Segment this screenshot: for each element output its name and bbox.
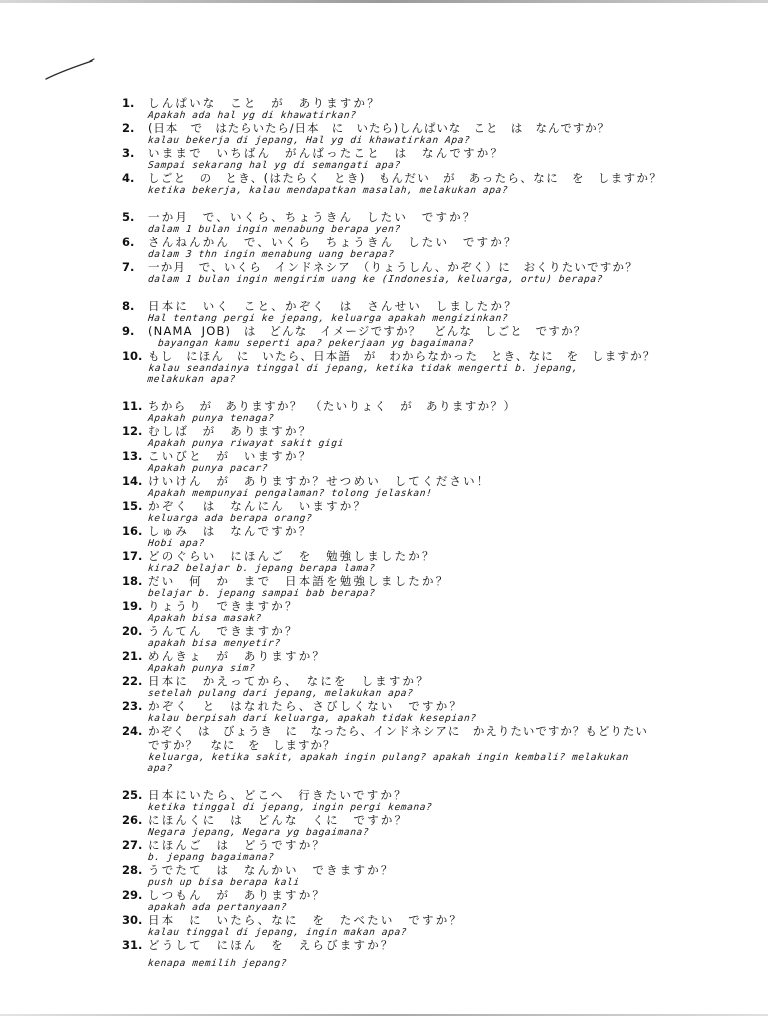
question-number: 25.	[122, 788, 143, 802]
question-number: 26.	[122, 813, 143, 827]
question-item	[122, 96, 682, 121]
answer-indonesian: Apakah mempunyai pengalaman? tolong jelaskan!	[147, 488, 433, 499]
answer-indonesian: kenapa memilih jepang?	[147, 958, 288, 969]
pen-mark	[44, 58, 96, 82]
question-item	[122, 260, 682, 285]
question-number: 16.	[122, 524, 143, 538]
question-japanese: こいびと が いますか？	[148, 449, 313, 463]
question-item	[122, 788, 682, 813]
question-japanese: かぞく は なんにん いますか？	[148, 499, 368, 513]
question-japanese: しつもん が ありますか？	[148, 888, 327, 902]
question-number: 17.	[122, 549, 143, 563]
answer-indonesian: dalam 1 bulan ingin mengirim uang ke (Indonesia, keluarga, ortu) berapa?	[147, 274, 604, 285]
question-japanese: しんぱいな こと が ありますか？	[148, 96, 381, 110]
question-number: 13.	[122, 449, 143, 463]
question-item	[122, 474, 682, 499]
question-japanese: 日本 に いたら、なに を たべたい ですか？	[148, 913, 464, 927]
answer-indonesian: bayangan kamu seperti apa? pekerjaan yg bagaimana?	[157, 338, 475, 349]
question-number: 28.	[122, 863, 143, 877]
answer-indonesian: kalau bekerja di jepang, Hal yg di khawatirkan Apa?	[147, 135, 471, 146]
answer-indonesian: keluarga ada berapa orang?	[147, 513, 313, 524]
question-number: 14.	[122, 474, 143, 488]
answer-indonesian: ketika bekerja, kalau mendapatkan masalah, melakukan apa?	[147, 185, 509, 196]
question-number: 9.	[122, 324, 135, 338]
answer-indonesian: Apakah punya sim?	[147, 663, 257, 674]
question-item	[122, 399, 682, 424]
question-japanese: かぞく と はなれたら、さびしくない ですか？	[148, 699, 464, 713]
question-number: 22.	[122, 674, 143, 688]
question-japanese: にほんくに は どんな くに ですか？	[148, 813, 409, 827]
question-japanese: かぞく は びょうき に なったら、インドネシアに かえりたいですか？もどりたい ですか？ なに を しますか？	[148, 724, 661, 752]
question-item	[122, 210, 682, 235]
answer-indonesian: Hobi apa?	[147, 538, 206, 549]
question-japanese: どのぐらい にほんご を 勉強しましたか？	[148, 549, 436, 563]
answer-indonesian: Apakah ada hal yg di khawatirkan?	[147, 110, 358, 121]
question-japanese: (日本 で はたらいたら/日本 に いたら)しんぱいな こと は なんですか？	[148, 121, 610, 135]
question-japanese: うんてん できますか？	[148, 624, 299, 638]
question-item	[122, 913, 682, 938]
question-item	[122, 888, 682, 913]
question-japanese: しごと の とき、(はたらく とき) もんだい が あったら、なに を しますか？	[148, 171, 663, 185]
question-japanese: だい 何 か まで 日本語を勉強しましたか？	[148, 574, 450, 588]
question-number: 5.	[122, 210, 135, 224]
answer-indonesian: keluarga, ketika sakit, apakah ingin pulang? apakah ingin kembali? melakukan apa?	[146, 752, 630, 774]
question-number: 20.	[122, 624, 143, 638]
question-japanese: いままで いちばん がんばったこと は なんですか？	[148, 146, 505, 160]
question-japanese: どうして にほん を えらびますか？	[148, 938, 395, 952]
question-item	[122, 299, 682, 324]
question-item	[122, 724, 682, 774]
question-number: 12.	[122, 424, 143, 438]
question-item	[122, 424, 682, 449]
question-japanese: けいけん が ありますか？せつめい してください！	[148, 474, 491, 488]
question-japanese: もし にほん に いたら、日本語 が わからなかった とき、なに を しますか？	[148, 349, 656, 363]
question-japanese: 日本に いく こと、かぞく は さんせい しましたか？	[148, 299, 518, 313]
answer-indonesian: belajar b. jepang sampai bab berapa?	[147, 588, 377, 599]
question-item	[122, 449, 682, 474]
answer-indonesian: dalam 3 thn ingin menabung uang berapa?	[147, 249, 396, 260]
question-japanese: にほんご は どうですか？	[148, 838, 327, 852]
question-japanese: さんねんかん で、いくら ちょうきん したい ですか？	[148, 235, 518, 249]
question-item	[122, 863, 682, 888]
answer-indonesian: kira2 belajar b. jepang berapa lama?	[147, 563, 377, 574]
question-number: 4.	[122, 171, 135, 185]
question-item	[122, 838, 682, 863]
question-item	[122, 146, 682, 171]
question-item	[122, 813, 682, 838]
question-number: 15.	[122, 499, 143, 513]
question-number: 11.	[122, 399, 143, 413]
question-item	[122, 599, 682, 624]
question-item	[122, 938, 682, 969]
scan-edge-bottom	[0, 1014, 768, 1016]
question-japanese: 日本にいたら、どこへ 行きたいですか？	[148, 788, 408, 802]
question-item	[122, 574, 682, 599]
question-item	[122, 649, 682, 674]
answer-indonesian: dalam 1 bulan ingin menabung berapa yen?	[147, 224, 402, 235]
question-number: 6.	[122, 235, 135, 249]
answer-indonesian: apakah ada pertanyaan?	[147, 902, 288, 913]
question-number: 18.	[122, 574, 143, 588]
question-number: 31.	[122, 938, 143, 952]
question-item	[122, 121, 682, 146]
question-item	[122, 524, 682, 549]
answer-indonesian: Negara jepang, Negara yg bagaimana?	[147, 827, 370, 838]
question-japanese: (NAMA JOB) は どんな イメージですか？ どんな しごと ですか？	[148, 324, 587, 338]
question-number: 3.	[122, 146, 135, 160]
question-number: 7.	[122, 260, 135, 274]
answer-indonesian: Sampai sekarang hal yg di semangati apa?	[147, 160, 402, 171]
question-japanese: しゅみ は なんですか？	[148, 524, 313, 538]
question-number: 30.	[122, 913, 143, 927]
answer-indonesian: setelah pulang dari jepang, melakukan apa?	[147, 688, 414, 699]
question-item	[122, 235, 682, 260]
question-japanese: 一か月 で、いくら、ちょうきん したい ですか？	[148, 210, 477, 224]
scan-edge-top	[0, 0, 768, 3]
question-number: 29.	[122, 888, 143, 902]
question-number: 19.	[122, 599, 143, 613]
answer-indonesian: kalau seandainya tinggal di jepang, ketika tidak mengerti b. jepang, melakukan apa?	[146, 363, 579, 385]
answer-indonesian: Apakah punya riwayat sakit gigi	[147, 438, 345, 449]
question-japanese: うでたて は なんかい できますか？	[148, 863, 395, 877]
question-japanese: ちから が ありますか？ （たいりょく が ありますか？）	[148, 399, 517, 413]
question-item	[122, 324, 682, 349]
question-item	[122, 549, 682, 574]
question-number: 2.	[122, 121, 135, 135]
question-number: 8.	[122, 299, 135, 313]
question-item	[122, 171, 682, 196]
answer-indonesian: kalau berpisah dari keluarga, apakah tidak kesepian?	[147, 713, 478, 724]
question-item	[122, 699, 682, 724]
question-list	[122, 96, 682, 969]
question-number: 1.	[122, 96, 135, 110]
question-number: 21.	[122, 649, 143, 663]
answer-indonesian: apakah bisa menyetir?	[147, 638, 282, 649]
question-number: 10.	[122, 349, 143, 363]
question-number: 27.	[122, 838, 143, 852]
question-japanese: めんきょ が ありますか？	[148, 649, 327, 663]
question-item	[122, 349, 682, 385]
answer-indonesian: b. jepang bagaimana?	[147, 852, 275, 863]
answer-indonesian: ketika tinggal di jepang, ingin pergi kemana?	[147, 802, 433, 813]
question-japanese: 一か月 で、いくら インドネシア （りょうしん、かぞく）に おくりたいですか？	[148, 260, 638, 274]
answer-indonesian: Apakah punya pacar?	[147, 463, 269, 474]
question-item	[122, 674, 682, 699]
question-item	[122, 624, 682, 649]
question-number: 23.	[122, 699, 143, 713]
answer-indonesian: Apakah bisa masak?	[147, 613, 263, 624]
question-number: 24.	[122, 724, 143, 738]
question-japanese: 日本に かえってから、 なにを しますか？	[148, 674, 430, 688]
question-japanese: むしば が ありますか？	[148, 424, 313, 438]
answer-indonesian: kalau tinggal di jepang, ingin makan apa?	[147, 927, 408, 938]
answer-indonesian: push up bisa berapa kali	[147, 877, 301, 888]
question-japanese: りょうり できますか？	[148, 599, 299, 613]
answer-indonesian: Hal tentang pergi ke jepang, keluarga apakah mengizinkan?	[147, 313, 509, 324]
answer-indonesian: Apakah punya tenaga?	[147, 413, 275, 424]
question-item	[122, 499, 682, 524]
